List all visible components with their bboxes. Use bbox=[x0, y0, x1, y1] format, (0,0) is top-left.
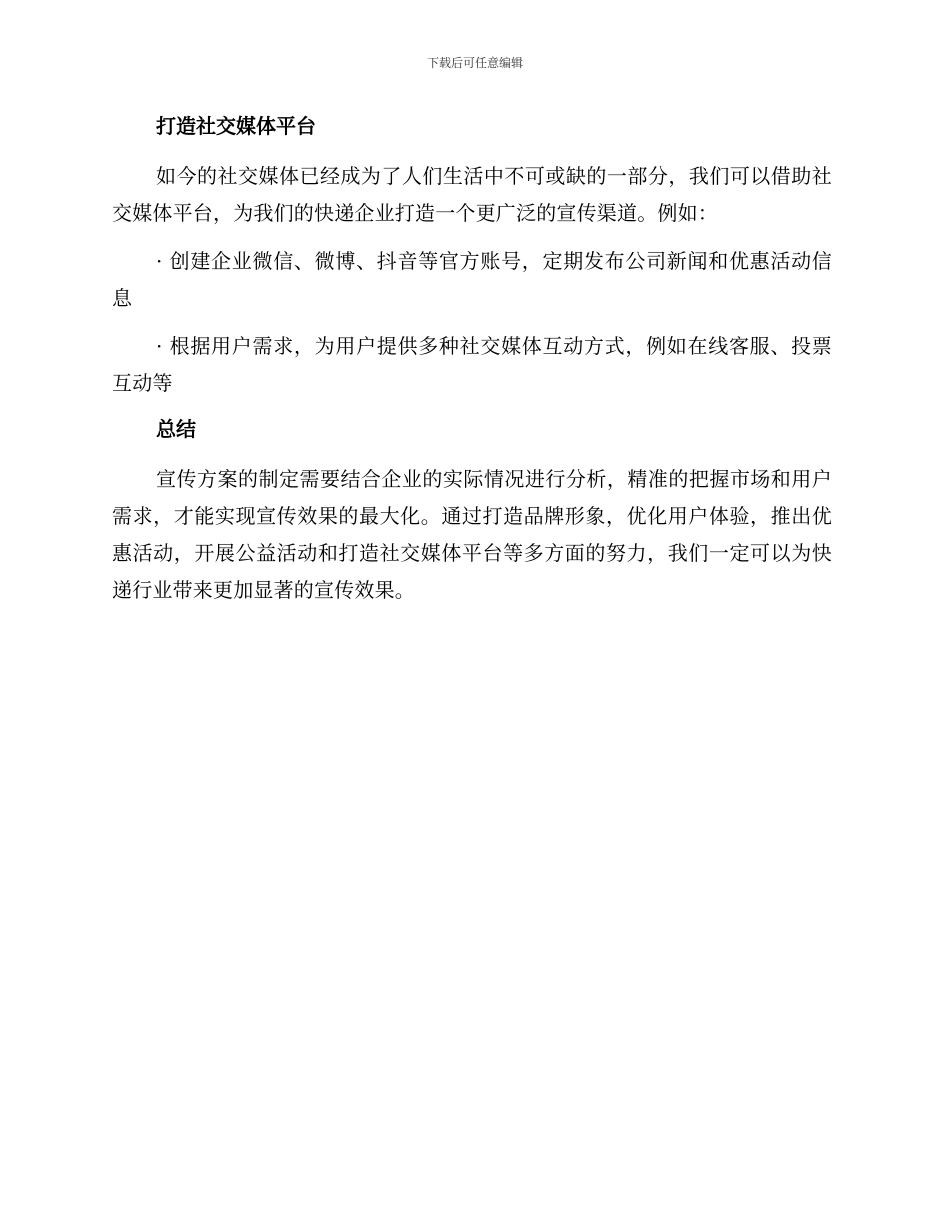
section-heading: 总结 bbox=[156, 417, 196, 441]
section-heading: 打造社交媒体平台 bbox=[156, 114, 316, 138]
document-body bbox=[112, 110, 832, 620]
paragraph: 如今的社交媒体已经成为了人们生活中不可或缺的一部分，我们可以借助社交媒体平台，为我们的快递企业打造一个更广泛的宣传渠道。例如： bbox=[112, 164, 832, 225]
bullet-item: · 根据用户需求，为用户提供多种社交媒体互动方式，例如在线客服、投票互动等 bbox=[112, 334, 832, 395]
header-note: 下载后可任意编辑 bbox=[426, 56, 523, 70]
section-summary bbox=[112, 413, 832, 609]
paragraph: 宣传方案的制定需要结合企业的实际情况进行分析，精准的把握市场和用户需求，才能实现宣传效果的最大化。通过打造品牌形象，优化用户体验，推出优惠活动，开展公益活动和打造社交媒体平台等多方面的努力，我们一定可以为快递行业带来更加显著的宣传效果。 bbox=[112, 467, 832, 602]
bullet-item: · 创建企业微信、微博、抖音等官方账号，定期发布公司新闻和优惠活动信息 bbox=[112, 249, 832, 310]
section-social-media bbox=[112, 110, 832, 402]
